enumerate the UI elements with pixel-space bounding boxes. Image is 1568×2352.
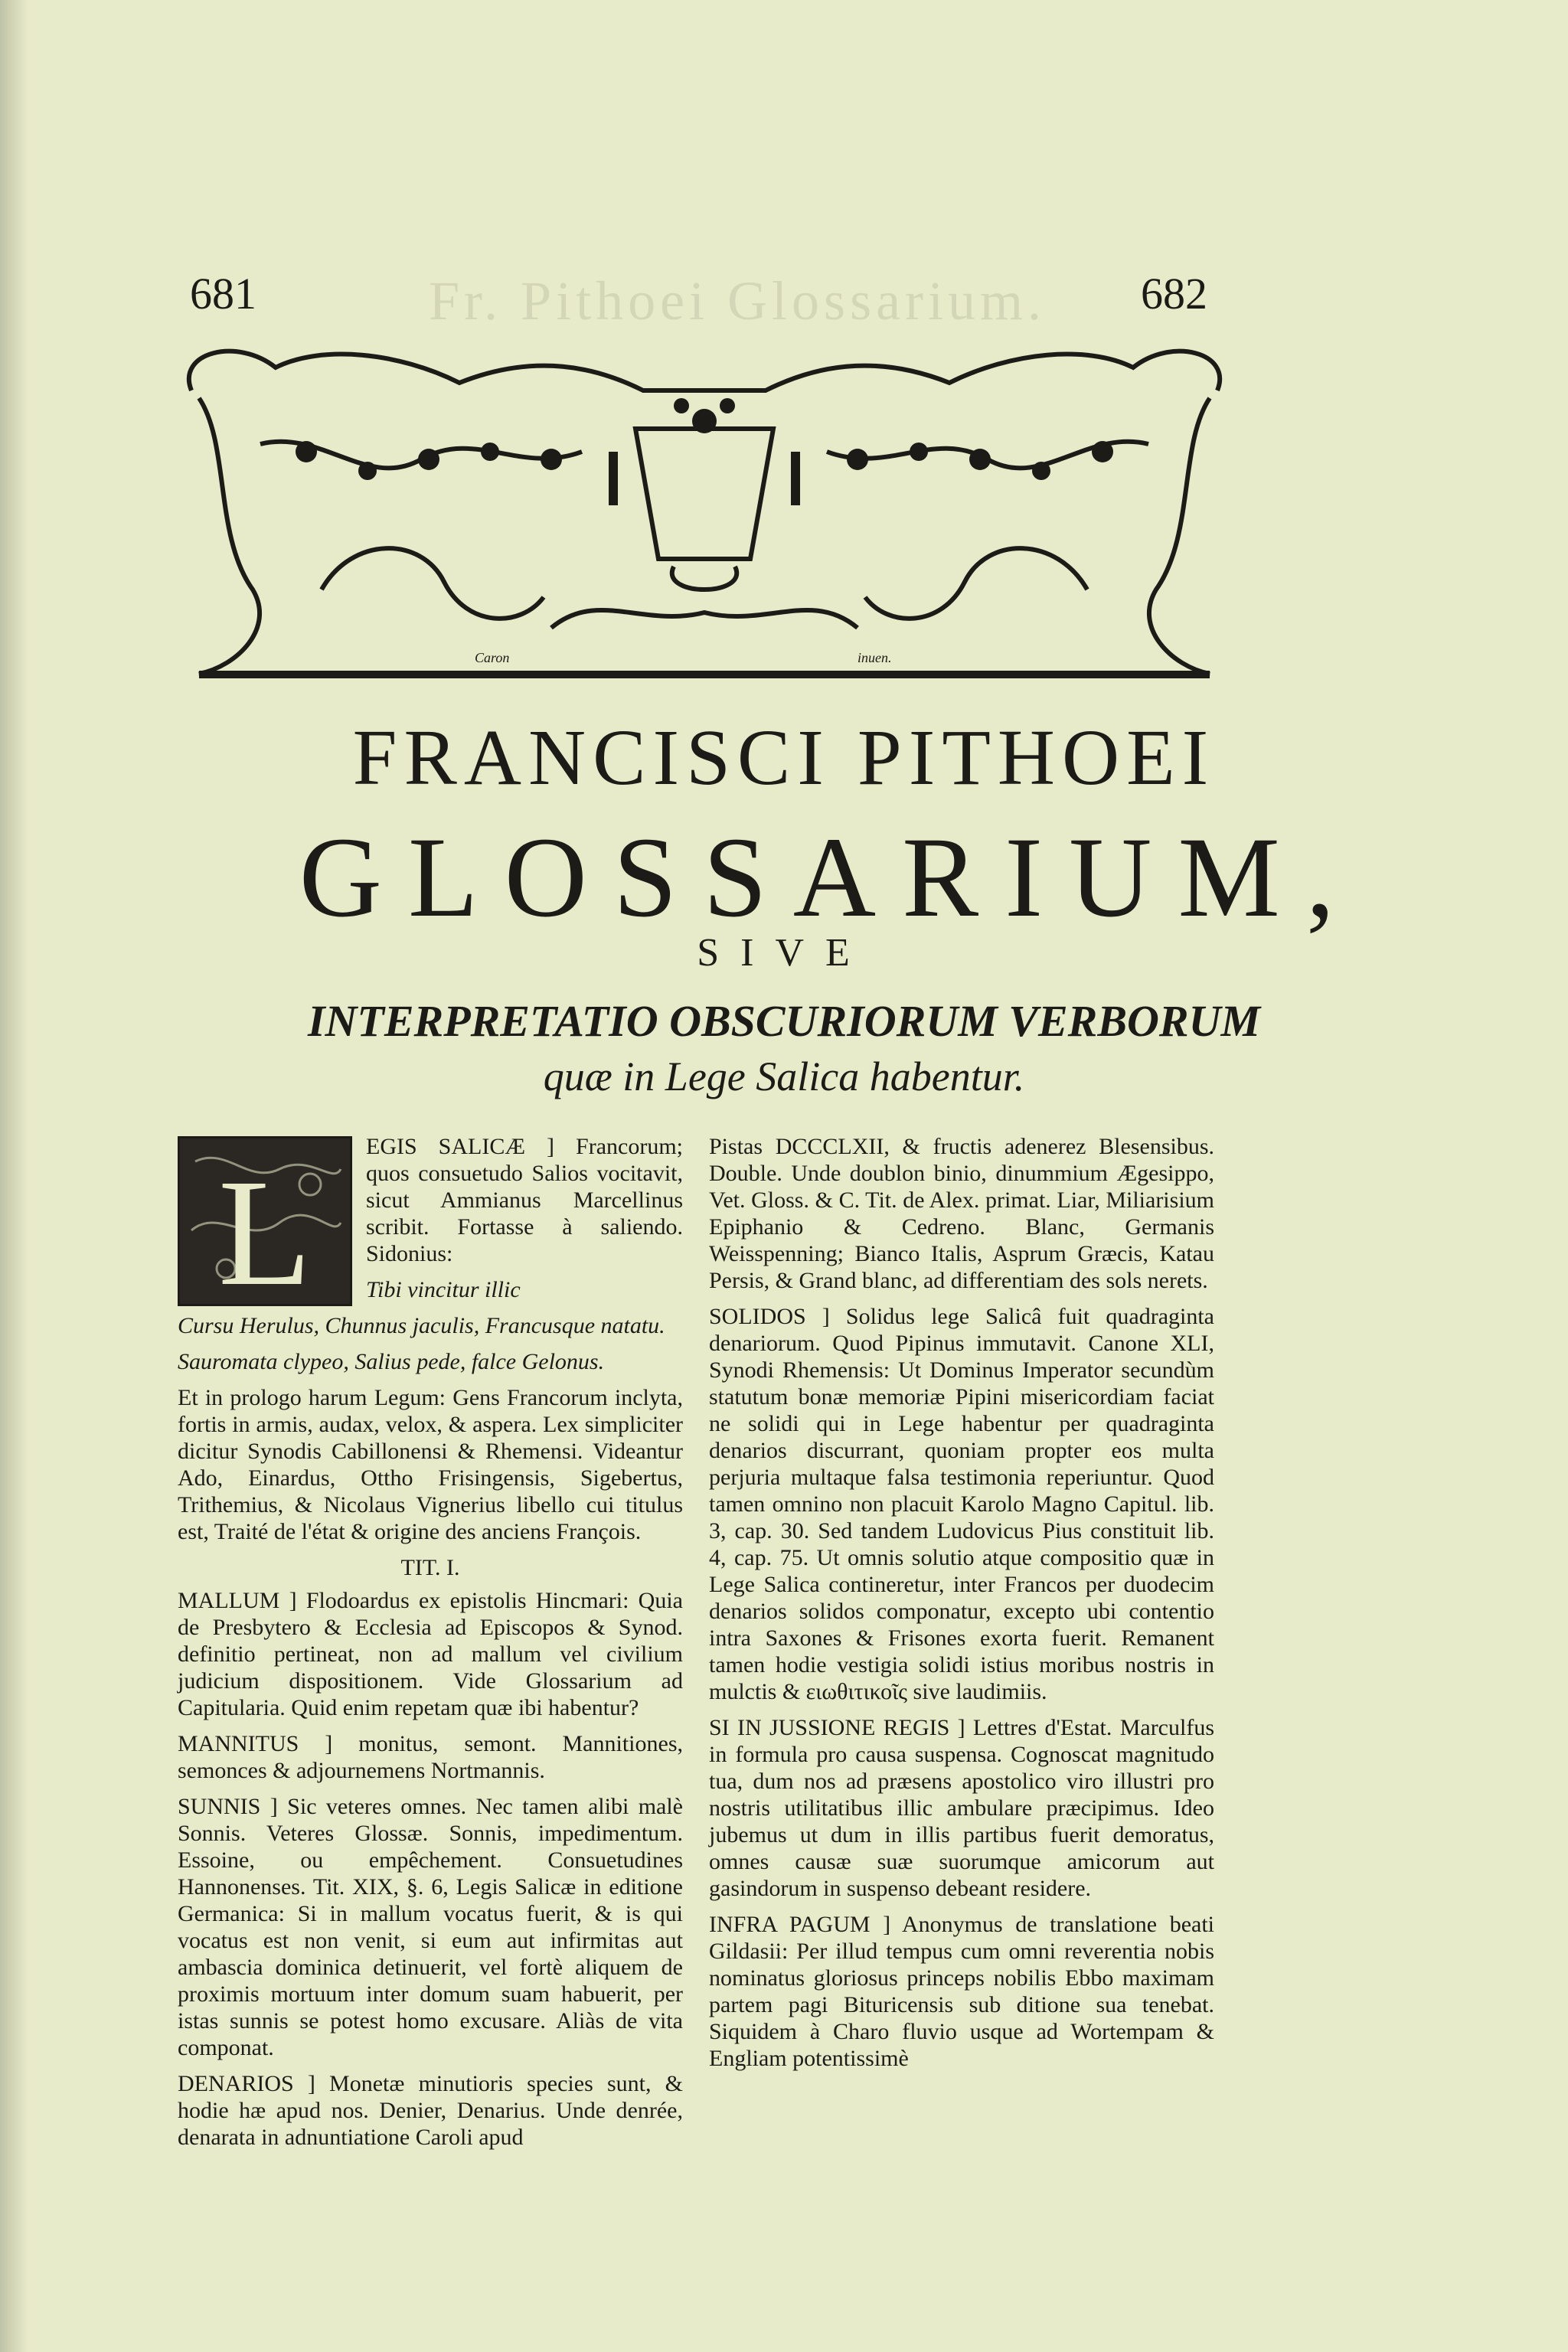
title-subtitle: INTERPRETATIO OBSCURIORUM VERBORUM bbox=[307, 996, 1261, 1046]
verse-line-3: Sauromata clypeo, Salius pede, falce Gelonus. bbox=[178, 1349, 605, 1374]
title-main: GLOSSARIUM, bbox=[299, 814, 1361, 941]
text-column-left bbox=[178, 1133, 683, 2160]
headpiece-signature-right: inuen. bbox=[858, 650, 892, 665]
page-gutter bbox=[0, 0, 28, 2352]
verse-line-1: Tibi vincitur illic bbox=[366, 1277, 521, 1302]
entry-si-in-jussione: SI IN JUSSIONE REGIS ] Lettres d'Estat. Marculfus in formula pro causa suspensa. Cognoscat magnitudo tua, dum nos ad præsens apostolico viro illustri pro nostris utilitatibus illic ambulare præcipimus. Ideo jubemus ut dum in illis partibus fuerit demoratus, omnes causæ suæ suorumque amicorum aut gasindorum in suspenso debeant residere. bbox=[709, 1715, 1214, 1901]
headpiece-signature-left: Caron bbox=[475, 650, 510, 665]
entry-legis-salicae: EGIS SALICÆ ] Francorum; quos consuetudo Salios vocitavit, sicut Ammianus Marcellinus scribit. Fortasse à saliendo. Sidonius: bbox=[366, 1134, 683, 1266]
verse-line-2: Cursu Herulus, Chunnus jaculis, Francusque natatu. bbox=[178, 1313, 665, 1338]
entry-denarios: DENARIOS ] Monetæ minutioris species sunt, & hodie hæ apud nos. Denier, Denarius. Unde denrée, denarata in adnuntiatione Caroli apud bbox=[178, 2071, 683, 2150]
title-subtitle-2: quæ in Lege Salica habentur. bbox=[543, 1054, 1025, 1099]
entry-continuation: Pistas DCCCLXII, & fructis adenerez Blesensibus. Double. Unde doublon binio, dinummium Ægesippo, Vet. Gloss. & C. Tit. de Alex. primat. Liar, Miliarisium Epiphanio & Cedreno. Blanc, Germanis Weisspenning; Bianco Italis, Asprum Græcis, Katau Persis, & Grand blanc, ad differentiam des sols nerets. bbox=[709, 1134, 1214, 1293]
page-number-left: 681 bbox=[190, 269, 256, 318]
entry-sunnis: SUNNIS ] Sic veteres omnes. Nec tamen alibi malè Sonnis. Veteres Glossæ. Sonnis, impedimentum. Essoine, ou empêchement. Consuetudines Hannonenses. Tit. XIX, §. 6, Legis Salicæ in editione Germanica: Si in mallum vocatus fuerit, & is qui vocatus est non venit, si eum aut infirmitas aut ambascia dominica detinuerit, vel fortè aliquem de proximis mortuum inter domum suam habuerit, per istas sunnis se potest homo excusare. Aliàs de vita componat. bbox=[178, 1794, 683, 2060]
section-heading: TIT. I. bbox=[400, 1555, 460, 1580]
entry-solidos: SOLIDOS ] Solidus lege Salicâ fuit quadraginta denariorum. Quod Pipinus immutavit. Canone XLI, Synodi Rhemensis: Ut Dominus Imperator secundùm statutum bonæ memoriæ Pipini misericordiam faciat ne solidi qui in Lege habentur per quadraginta denarios discurrant, quoniam propter eos multa perjuria multaque falsa testimonia reperiuntur. Quod tamen omnino non placuit Karolo Magno Capitul. lib. 3, cap. 30. Sed tandem Ludovicus Pius constituit lib. 4, cap. 75. Ut omnis solutio atque compositio quæ in Lege Salica contineretur, inter Francos per duodecim denarios solidos componatur, excepto ubi contentio intra Saxones & Frisones exorta fuerit. Remanent tamen hodie vestigia solidi istius moribus nostris in mulctis & ειωθιτικοῖς sive laudimiis. bbox=[709, 1304, 1214, 1704]
bleed-through-text: Fr. Pithoei Glossarium. bbox=[429, 270, 1047, 332]
title-sive: SIVE bbox=[697, 931, 871, 975]
drop-cap-letter: L bbox=[217, 1148, 312, 1304]
page-number-right: 682 bbox=[1141, 269, 1207, 318]
entry-mallum: MALLUM ] Flodoardus ex epistolis Hincmari: Quia de Presbytero & Ecclesia ad Episcopos & Synod. definitio pertineat, non ad mallum vel civilium judicium dispositionem. Vide Glossarium ad Capitularia. Quid enim repetam quæ ibi habentur? bbox=[178, 1588, 683, 1720]
ornamental-headpiece bbox=[168, 337, 1240, 704]
entry-prologue: Et in prologo harum Legum: Gens Francorum inclyta, fortis in armis, audax, velox, & aspera. Lex simpliciter dicitur Synodis Cabillonensi & Rhemensi. Videantur Ado, Einardus, Ottho Frisingensis, Sigebertus, Trithemius, & Nicolaus Vignerius libello cui titulus est, Traité de l'état & origine des anciens François. bbox=[178, 1385, 683, 1544]
text-column-right bbox=[709, 1133, 1214, 2081]
entry-mannitus: MANNITUS ] monitus, semont. Mannitiones, semonces & adjournemens Nortmannis. bbox=[178, 1731, 683, 1783]
decorated-initial bbox=[178, 1136, 352, 1306]
title-author: FRANCISCI PITHOEI bbox=[352, 714, 1216, 802]
entry-infra-pagum: INFRA PAGUM ] Anonymus de translatione beati Gildasii: Per illud tempus cum omni reverentia nobis nominatus gloriosus princeps nobilis Ebbo maximam partem pagi Bituricensis sub ditione sua tenebat. Siquidem à Charo fluvio usque ad Wortempam & Engliam potentissimè bbox=[709, 1912, 1214, 2071]
